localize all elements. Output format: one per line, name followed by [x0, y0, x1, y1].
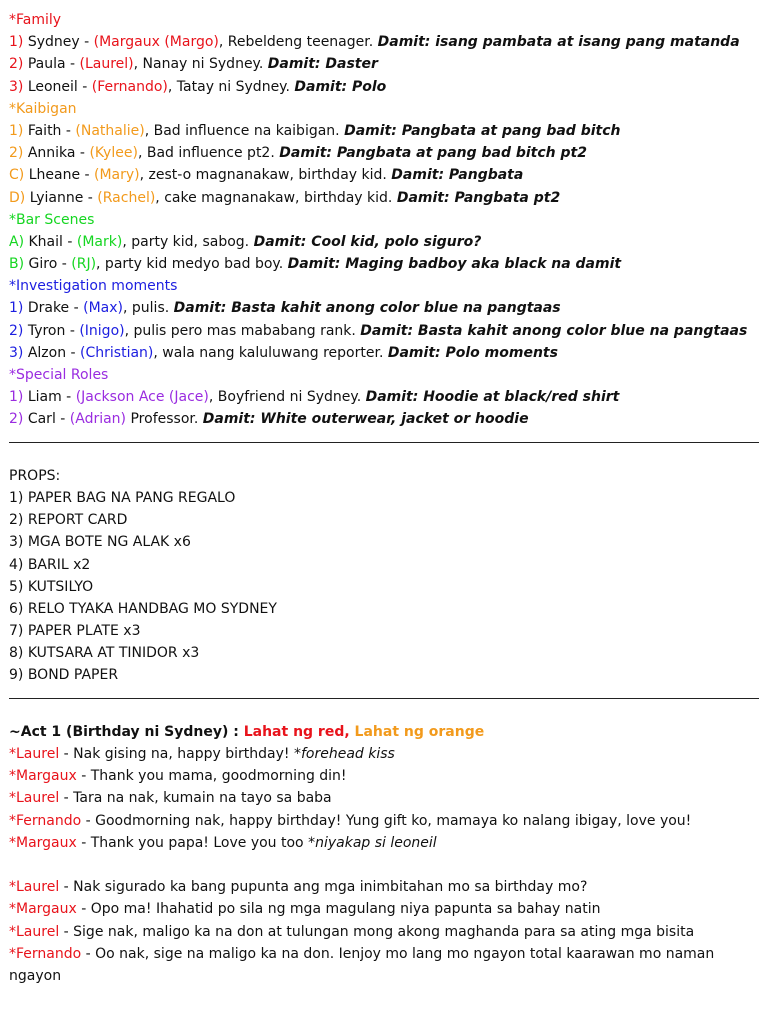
dialogue-line	[9, 832, 759, 854]
cast-row	[9, 342, 759, 364]
dialogue-line	[9, 743, 759, 765]
speaker-name: *Margaux	[9, 901, 77, 918]
costume-note: Damit: Polo moments	[387, 344, 558, 361]
dialogue-line	[9, 876, 759, 898]
cast-index: D)	[9, 189, 26, 206]
cast-index: 1)	[9, 389, 24, 406]
prop-item: 8) KUTSARA AT TINIDOR x3	[9, 645, 200, 662]
dash: -	[80, 167, 95, 184]
role-name: (Fernando)	[91, 78, 168, 95]
role-description: , pulis.	[123, 300, 170, 317]
stage-direction: *forehead kiss	[293, 746, 395, 762]
actor-name: Carl	[27, 411, 56, 428]
role-description: , party kid medyo bad boy.	[96, 256, 284, 273]
prop-item: 6) RELO TYAKA HANDBAG MO SYDNEY	[9, 600, 277, 617]
actor-name: Alzon	[27, 344, 67, 361]
role-description: , zest-o magnanakaw, birthday kid.	[139, 167, 387, 184]
dialogue-line-wrap: ngayon	[9, 967, 62, 984]
speaker-name: *Laurel	[9, 879, 60, 896]
role-description: , Tatay ni Sydney.	[167, 78, 290, 95]
role-description: , pulis pero mas mababang rank.	[124, 322, 356, 339]
act-red-label: Lahat ng red,	[243, 723, 350, 740]
cast-row	[9, 320, 759, 342]
cast-index: A)	[9, 233, 25, 250]
speaker-name: *Laurel	[9, 923, 60, 940]
role-description: , Bad influence na kaibigan.	[144, 122, 340, 139]
section-header-special-roles: *Special Roles	[9, 367, 109, 383]
cast-index: 2)	[9, 145, 24, 162]
dialogue-text: - Tara na nak, kumain na tayo sa baba	[59, 790, 332, 807]
dialogue-text: - Goodmorning nak, happy birthday! Yung gift ko, mamaya ko nalang ibigay, love you!	[81, 812, 692, 829]
cast-index: 1)	[9, 300, 24, 317]
cast-row	[9, 187, 759, 209]
speaker-name: *Fernando	[9, 945, 82, 962]
dash: -	[61, 389, 76, 406]
actor-name: Paula	[27, 56, 66, 73]
dialogue-text: - Sige nak, maligo ka na don at tulungan mong akong maghanda para sa ating mga bisita	[59, 923, 695, 940]
dash: -	[77, 78, 92, 95]
actor-name: Liam	[27, 389, 62, 406]
role-name: (Laurel)	[79, 56, 134, 73]
section-header-bar-scenes: *Bar Scenes	[9, 211, 95, 228]
costume-note: Damit: Basta kahit anong color blue na pangtaas	[173, 300, 561, 317]
speaker-name: *Margaux	[9, 834, 77, 851]
cast-index: 1)	[9, 122, 24, 139]
prop-item: 5) KUTSILYO	[9, 578, 94, 595]
cast-row	[9, 142, 759, 164]
actor-name: Annika	[27, 145, 76, 162]
role-description: , wala nang kaluluwang reporter.	[153, 344, 384, 361]
role-description: , Bad influence pt2.	[137, 145, 275, 162]
costume-note: Damit: Pangbata at pang bad bitch	[344, 122, 621, 139]
dash: -	[83, 189, 98, 206]
dash: -	[65, 322, 80, 339]
act-title	[9, 721, 759, 743]
dialogue-line	[9, 898, 759, 920]
prop-item: 4) BARIL x2	[9, 556, 91, 573]
dash: -	[75, 145, 90, 162]
cast-index: 1)	[9, 34, 24, 51]
dash: -	[62, 233, 77, 250]
dash: -	[57, 256, 72, 273]
role-name: (Margaux (Margo)	[93, 34, 219, 51]
actor-name: Khail	[28, 233, 63, 250]
costume-note: Damit: Maging badboy aka black na damit	[287, 256, 622, 273]
cast-row	[9, 76, 759, 98]
actor-name: Faith	[27, 122, 62, 139]
role-name: (Mary)	[94, 167, 140, 184]
role-name: (Kylee)	[89, 145, 138, 162]
act-title-text: ~Act 1 (Birthday ni Sydney) :	[9, 723, 244, 740]
dialogue-line	[9, 765, 759, 787]
prop-item: 2) REPORT CARD	[9, 512, 128, 529]
dash: -	[79, 34, 94, 51]
dialogue-line	[9, 787, 759, 809]
role-description: , Nanay ni Sydney.	[133, 56, 264, 73]
act-orange-label: Lahat ng orange	[349, 723, 485, 740]
props-header: PROPS:	[9, 467, 61, 484]
role-name: (RJ)	[71, 256, 97, 273]
cast-row	[9, 31, 759, 53]
speaker-name: *Margaux	[9, 768, 77, 785]
role-description: , Boyfriend ni Sydney.	[208, 389, 362, 406]
dialogue-text: - Nak sigurado ka bang pupunta ang mga inimbitahan mo sa birthday mo?	[59, 879, 588, 896]
speaker-name: *Fernando	[9, 812, 82, 829]
cast-row	[9, 53, 759, 75]
cast-row	[9, 386, 759, 408]
prop-item: 3) MGA BOTE NG ALAK x6	[9, 534, 191, 551]
cast-index: C)	[9, 167, 25, 184]
role-name: (Adrian)	[69, 411, 127, 428]
cast-row	[9, 297, 759, 319]
role-name: (Inigo)	[79, 322, 125, 339]
cast-row	[9, 253, 759, 275]
dialogue-text: - Nak gising na, happy birthday!	[59, 746, 294, 762]
actor-name: Drake	[27, 300, 70, 317]
dialogue-text: - Thank you papa! Love you too	[76, 834, 309, 851]
dialogue-line	[9, 810, 759, 832]
cast-index: 3)	[9, 78, 24, 95]
prop-item: 9) BOND PAPER	[9, 667, 119, 684]
cast-row	[9, 164, 759, 186]
dash: -	[69, 300, 84, 317]
costume-note: Damit: Polo	[294, 78, 387, 95]
section-header-family: *Family	[9, 12, 62, 28]
costume-note: Damit: Daster	[267, 56, 378, 73]
dash: -	[61, 122, 76, 139]
role-description: Professor.	[126, 411, 199, 428]
role-name: (Mark)	[76, 233, 123, 250]
role-name: (Rachel)	[97, 189, 156, 206]
role-name: (Max)	[83, 300, 123, 317]
costume-note: Damit: Hoodie at black/red shirt	[365, 389, 620, 406]
costume-note: Damit: isang pambata at isang pang matanda	[377, 34, 740, 51]
section-header-investigation: *Investigation moments	[9, 278, 178, 295]
cast-row	[9, 408, 759, 430]
role-description: , party kid, sabog.	[122, 233, 250, 250]
actor-name: Tyron	[27, 322, 66, 339]
actor-name: Lheane	[28, 167, 81, 184]
role-name: (Jackson Ace (Jace)	[75, 389, 209, 406]
actor-name: Sydney	[27, 34, 80, 51]
actor-name: Leoneil	[27, 78, 78, 95]
cast-index: 2)	[9, 322, 24, 339]
costume-note: Damit: Basta kahit anong color blue na pangtaas	[360, 322, 748, 339]
dialogue-line	[9, 921, 759, 943]
cast-index: 3)	[9, 344, 24, 361]
role-description: , cake magnanakaw, birthday kid.	[155, 189, 393, 206]
role-name: (Christian)	[80, 344, 154, 361]
speaker-name: *Laurel	[9, 790, 60, 807]
dialogue-text: - Thank you mama, goodmorning din!	[76, 768, 347, 785]
prop-item: 7) PAPER PLATE x3	[9, 623, 141, 640]
speaker-name: *Laurel	[9, 746, 60, 762]
dialogue-text: - Oo nak, sige na maligo ka na don. Ienjoy mo lang mo ngayon total kaarawan mo naman	[81, 945, 715, 962]
role-name: (Nathalie)	[75, 122, 145, 139]
dash: -	[66, 344, 81, 361]
cast-index: B)	[9, 256, 25, 273]
prop-item: 1) PAPER BAG NA PANG REGALO	[9, 489, 236, 506]
actor-name: Lyianne	[29, 189, 84, 206]
cast-row	[9, 231, 759, 253]
dash: -	[65, 56, 80, 73]
cast-index: 2)	[9, 56, 24, 73]
cast-index: 2)	[9, 411, 24, 428]
stage-direction: *niyakap si leoneil	[308, 834, 437, 851]
costume-note: Damit: Pangbata at pang bad bitch pt2	[279, 145, 587, 162]
dialogue-text: - Opo ma! Ihahatid po sila ng mga magulang niya papunta sa bahay natin	[76, 901, 601, 918]
costume-note: Damit: Pangbata pt2	[396, 189, 561, 206]
cast-row	[9, 120, 759, 142]
role-description: , Rebeldeng teenager.	[218, 34, 374, 51]
section-header-kaibigan: *Kaibigan	[9, 100, 77, 117]
costume-note: Damit: Cool kid, polo siguro?	[253, 233, 482, 250]
actor-name: Giro	[28, 256, 58, 273]
dialogue-line	[9, 943, 759, 965]
dash: -	[55, 411, 70, 428]
costume-note: Damit: Pangbata	[391, 167, 524, 184]
costume-note: Damit: White outerwear, jacket or hoodie	[202, 411, 529, 428]
